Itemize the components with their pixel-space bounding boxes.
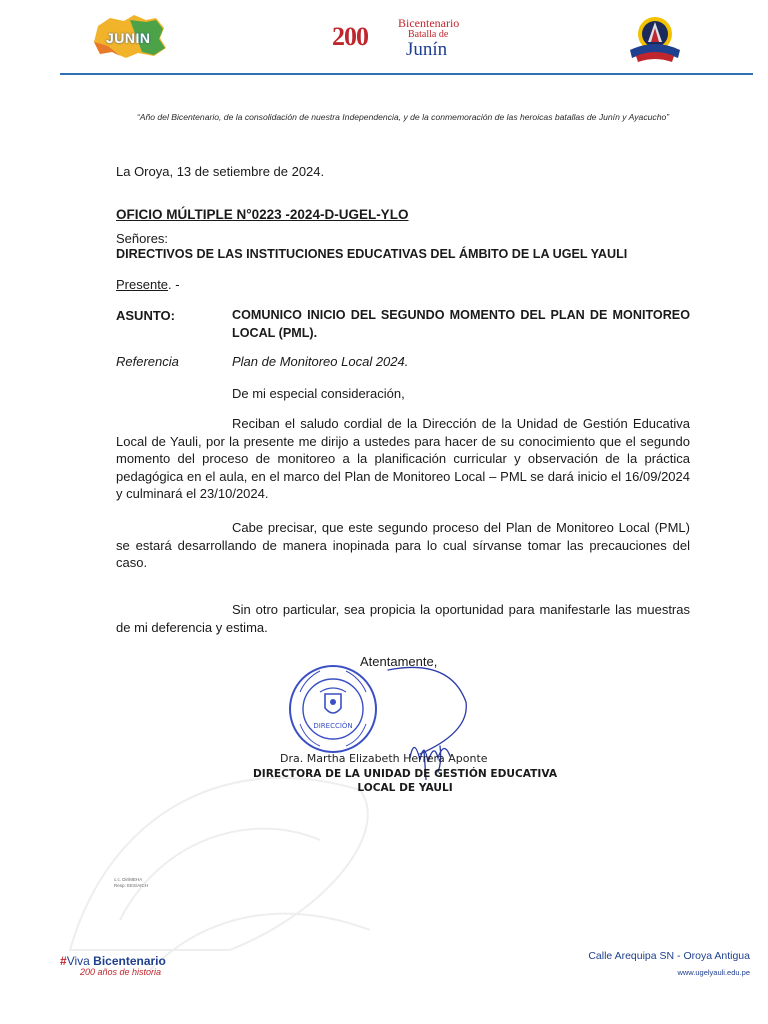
year-motto: “Año del Bicentenario, de la consolidación de nuestra Independencia, y de la conmemoración de las heroicas batallas de Junín y Ayacucho” [136,112,670,122]
presente-word: Presente [116,277,169,292]
signer-name: Dra. Martha Elizabeth Herrera Aponte [280,752,488,765]
subject-text: COMUNICO INICIO DEL SEGUNDO MOMENTO DEL PLAN DE MONITOREO LOCAL (PML). [232,308,690,340]
hashtag-icon: # [60,954,67,968]
reference-label: Referencia [116,354,179,369]
oficio-number: OFICIO MÚLTIPLE N°0223 -2024-D-UGEL-YLO [116,207,409,222]
ugel-yauli-emblem [626,12,684,66]
body-paragraph-2: Cabe precisar, que este segundo proceso del Plan de Monitoreo Local (PML) se estará desarrollando de manera inopinada para lo cual sírvanse tomar las precauciones del caso. [116,520,690,570]
stamp-center-text: DIRECCIÓN [313,722,353,730]
slogan-bicentenario: Bicentenario [93,954,166,968]
viva-bicentenario-slogan [60,954,166,977]
bicentenario-number: 200 [332,22,368,51]
copies-note [114,877,148,889]
footer-address: Calle Arequipa SN - Oroya Antigua [588,950,750,962]
bicentenario-title: Bicentenario [398,16,460,30]
slogan-subtitle: 200 años de historia [80,967,162,977]
closing: Atentamente, [360,654,438,669]
subject-label: ASUNTO: [116,308,175,323]
copies-line2: Resp: EES/AICH [114,883,149,888]
presente-suffix: . - [168,277,180,292]
junin-logo-text: JUNIN [106,30,151,46]
signer-title [240,767,570,795]
salutation: Señores: [116,231,169,246]
junin-region-logo [90,12,168,60]
body-paragraph-1: Reciban el saludo cordial de la Dirección de la Unidad de Gestión Educativa Local de Yauli, por la presente me dirijo a ustedes para hacer de su conocimiento que el segundo momento del proceso de monitoreo a la planificación curricular y observación de la práctica pedagógica en el aula, en el marco del Plan de Monitoreo Local – PML se dará inicio el 16/09/2024 y culminará el 23/10/2024. [116,416,690,501]
footer-contact [520,950,750,977]
junin-text: Junín [406,39,448,60]
header-divider [60,73,753,75]
footer-website: www.ugelyauli.edu.pe [677,968,750,977]
greeting: De mi especial consideración, [232,386,405,401]
reference-text: Plan de Monitoreo Local 2024. [232,354,409,369]
bicentenario-batalla-junin-logo [332,12,482,58]
signer-title-line1: DIRECTORA DE LA UNIDAD DE GESTIÓN EDUCATIVA [252,768,558,780]
slogan-line [60,954,166,968]
addressee: DIRECTIVOS DE LAS INSTITUCIONES EDUCATIVAS DEL ÁMBITO DE LA UGEL YAULI [116,247,628,261]
copies-line1: c.c. Dir/MEHA [114,877,143,882]
body-paragraph-3: Sin otro particular, sea propicia la oportunidad para manifestarle las muestras de mi deferencia y estima. [116,602,690,635]
batalla-de-text: Batalla de [408,29,449,40]
slogan-viva: Viva [66,954,94,968]
signer-title-line2: LOCAL DE YAULI [357,782,453,794]
official-stamp [286,662,380,756]
presente-line [116,276,180,294]
date-line: La Oroya, 13 de setiembre de 2024. [116,164,325,179]
